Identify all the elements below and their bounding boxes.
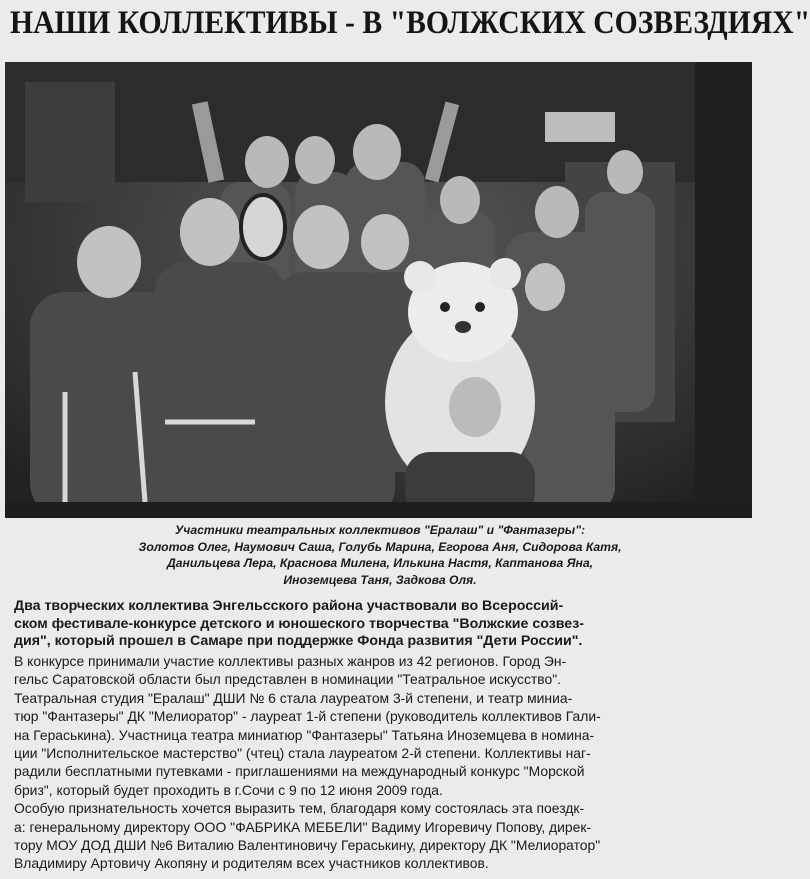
body-line: Театральная студия "Ералаш" ДШИ № 6 стала лауреатом 3-й степени, и театр миниа-	[14, 689, 573, 706]
article-headline: НАШИ КОЛЛЕКТИВЫ - В "ВОЛЖСКИХ СОЗВЕЗДИЯХ"	[10, 5, 810, 41]
lead-paragraph	[14, 598, 749, 651]
photo-caption	[20, 522, 740, 588]
body-line: на Гераськина). Участница театра миниатюр "Фантазеры" Татьяна Иноземцева в номина-	[14, 726, 595, 743]
body-line: тюр "Фантазеры" ДК "Мелиоратор" - лауреат 1-й степени (руководитель коллективов Гали-	[14, 708, 601, 725]
caption-line: Иноземцева Таня, Задкова Оля.	[283, 572, 477, 587]
body-line: ции "Исполнительское мастерство" (чтец) стала лауреатом 2-й степени. Коллективы наг-	[14, 745, 591, 762]
caption-line: Золотов Олег, Наумович Саша, Голубь Марина, Егорова Аня, Сидорова Катя,	[138, 539, 622, 554]
caption-line: Участники театральных коллективов "Ералаш" и "Фантазеры":	[174, 523, 586, 537]
lead-line: дия", который прошел в Самаре при поддержке Фонда развития "Дети России".	[14, 633, 583, 649]
body-line: бриз", который будет проходить в г.Сочи с 9 по 12 июня 2009 года.	[14, 781, 443, 798]
lead-line: ском фестивале-конкурсе детского и юношеского творчества "Волжские созвез-	[14, 615, 584, 632]
body-line: Особую признательность хочется выразить тем, благодаря кому состоялась эта поездк-	[14, 800, 585, 817]
caption-line: Данильцева Лера, Краснова Милена, Илькина Настя, Каптанова Яна,	[166, 556, 594, 570]
group-photo-illustration	[5, 62, 752, 518]
group-photo	[5, 62, 752, 518]
body-line: гельс Саратовской области был представлен в номинации "Театральное искусство".	[14, 671, 562, 688]
body-line: Владимиру Артовичу Акопяну и родителям всех участников коллективов.	[14, 855, 489, 872]
lead-line: Два творческих коллектива Энгельсского района участвовали во Всероссий-	[14, 598, 564, 614]
body-line: а: генеральному директору ООО "ФАБРИКА МЕБЕЛИ" Вадиму Игоревичу Попову, дирек-	[14, 818, 592, 835]
body-line: радили бесплатными путевками - приглашениями на международный конкурс "Морской	[14, 763, 585, 780]
body-line: В конкурсе принимали участие коллективы разных жанров из 42 регионов. Город Эн-	[14, 653, 567, 669]
article-body	[14, 652, 752, 873]
body-line: тору МОУ ДОД ДШИ №6 Виталию Валентиновичу Гераськину, директору ДК "Мелиоратор"	[14, 837, 601, 854]
